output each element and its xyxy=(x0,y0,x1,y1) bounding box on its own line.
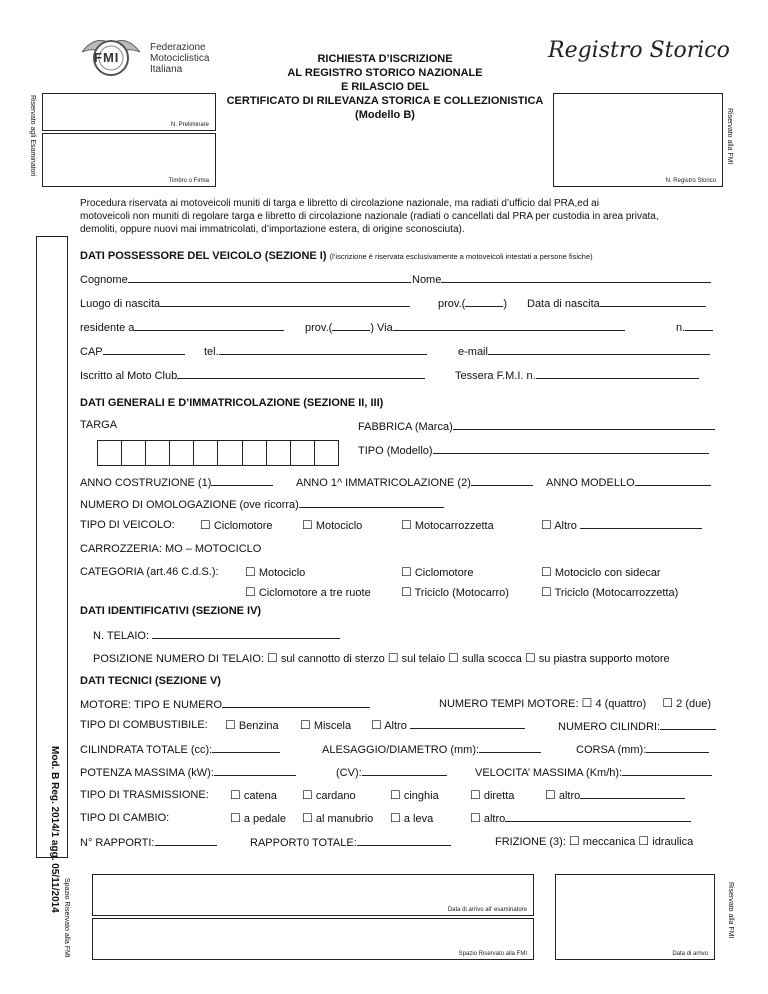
row-cap xyxy=(80,344,185,358)
posizione-label: POSIZIONE NUMERO DI TELAIO: xyxy=(93,653,264,665)
tipo-modello-label: TIPO (Modello) xyxy=(358,445,433,457)
corsa-field[interactable] xyxy=(646,742,709,753)
altro-combustibile-field[interactable] xyxy=(410,718,525,729)
opt-benzina-label: Benzina xyxy=(238,720,279,732)
opt-cat-sidecar-label: Motociclo con sidecar xyxy=(554,567,661,579)
telaio-field[interactable] xyxy=(152,628,340,639)
box-spazio-fmi[interactable] xyxy=(92,918,534,960)
checkbox-icon[interactable]: ☐ xyxy=(568,834,580,848)
row-cognome xyxy=(80,272,411,286)
section-4-title: DATI IDENTIFICATIVI (SEZIONE IV) xyxy=(80,605,262,617)
residente-label: residente a xyxy=(80,322,135,334)
email-field[interactable] xyxy=(488,344,710,355)
trasmissione-label: TIPO DI TRASMISSIONE: xyxy=(80,789,209,801)
opt-leva[interactable] xyxy=(390,811,433,825)
row-rapporti xyxy=(80,835,217,849)
targa-grid[interactable] xyxy=(97,440,339,466)
tessera-label: Tessera F.M.I. n. xyxy=(455,370,536,382)
checkbox-icon[interactable]: ☐ xyxy=(448,651,459,665)
box-registro[interactable] xyxy=(553,93,723,187)
registro-label: N. Registro Storico xyxy=(665,178,716,184)
row-fabbrica xyxy=(358,419,715,433)
targa-cell[interactable] xyxy=(170,441,194,465)
luogo-field[interactable] xyxy=(160,296,410,307)
telaio-label: N. TELAIO: xyxy=(93,630,150,642)
opt-cat-motociclo-label: Motociclo xyxy=(258,567,306,579)
opt-pedale-label: a pedale xyxy=(243,813,287,825)
targa-cell[interactable] xyxy=(243,441,267,465)
opt-altro-veicolo[interactable] xyxy=(541,518,702,532)
email-label: e-mail xyxy=(458,346,488,358)
section-2-title: DATI GENERALI E D’IMMATRICOLAZIONE (SEZIONE II, III) xyxy=(80,397,384,409)
residente-field[interactable] xyxy=(134,320,284,331)
row-potenza xyxy=(80,765,296,779)
opt-diretta-label: diretta xyxy=(483,790,515,802)
side-label-fmi-top: Riservato alla FMI xyxy=(726,108,733,165)
box-esaminatore[interactable] xyxy=(92,874,534,916)
opt-altro-cambio[interactable] xyxy=(470,811,691,825)
s1-title: DATI POSSESSORE DEL VEICOLO (SEZIONE I) xyxy=(80,250,327,262)
targa-cell[interactable] xyxy=(98,441,122,465)
row-tipo-modello xyxy=(358,443,709,457)
corsa-label: CORSA (mm): xyxy=(576,744,647,756)
data-nascita-field[interactable] xyxy=(600,296,706,307)
anno-immatricolazione-label: ANNO 1^ IMMATRICOLAZIONE (2) xyxy=(296,477,471,489)
title-line-2: AL REGISTRO STORICO NAZIONALE xyxy=(287,67,483,79)
intro-line-3: demoliti, oppure nuovi mai immatricolati, d’importazione estera, di origine sconosciuta). xyxy=(80,224,465,235)
checkbox-icon[interactable]: ☐ xyxy=(524,651,536,665)
opt-quattro-label: 4 (quattro) xyxy=(595,698,647,710)
prov-res-label: prov.( xyxy=(305,322,333,334)
opt-manubrio[interactable] xyxy=(302,811,373,825)
anno-immatricolazione-field[interactable] xyxy=(471,475,533,486)
row-tel xyxy=(204,344,427,358)
checkbox-icon[interactable]: ☐ xyxy=(401,565,412,579)
opt-cat-tre-ruote-label: Ciclomotore a tre ruote xyxy=(258,587,371,599)
box-preliminare[interactable] xyxy=(42,93,216,131)
targa-cell[interactable] xyxy=(122,441,146,465)
data-arrivo-label: Data di arrivo xyxy=(672,951,708,957)
row-motore xyxy=(80,697,370,711)
opt-cat-sidecar[interactable] xyxy=(541,565,661,579)
cv-label: (CV): xyxy=(336,767,362,779)
opt-cat-ciclomotore[interactable] xyxy=(401,565,474,579)
data-nascita-label: Data di nascita xyxy=(527,298,600,310)
numero-civico-label: n. xyxy=(676,322,686,334)
via-field[interactable] xyxy=(393,320,625,331)
row-club xyxy=(80,368,425,382)
checkbox-icon[interactable]: ☐ xyxy=(390,811,401,825)
opt-altro-combustibile[interactable] xyxy=(371,718,525,732)
checkbox-icon[interactable]: ☐ xyxy=(541,585,552,599)
opt-cat-tre-ruote[interactable] xyxy=(245,585,371,599)
checkbox-icon[interactable]: ☐ xyxy=(541,565,552,579)
timbro-label: Timbro o Firma xyxy=(168,178,209,184)
rapporti-label: N° RAPPORTI: xyxy=(80,837,155,849)
row-corsa xyxy=(576,742,709,756)
checkbox-icon[interactable]: ☐ xyxy=(470,811,481,825)
opt-motociclo-label: Motociclo xyxy=(315,520,363,532)
opt-catena[interactable] xyxy=(230,788,277,802)
checkbox-icon[interactable]: ☐ xyxy=(245,585,256,599)
rapporto-totale-label: RAPPORT0 TOTALE: xyxy=(250,837,357,849)
opt-diretta[interactable] xyxy=(470,788,514,802)
opt-altro-trasmissione-label: altro xyxy=(558,790,581,802)
motore-label: MOTORE: TIPO E NUMERO xyxy=(80,699,222,711)
registro-storico-brand: Registro Storico xyxy=(548,38,730,63)
cilindri-field[interactable] xyxy=(660,719,716,730)
altro-cambio-field[interactable] xyxy=(505,811,691,822)
opt-cat-triciclo2-label: Triciclo (Motocarrozzetta) xyxy=(554,587,679,599)
intro-line-2: motoveicoli non muniti di regolare targa e libretto di circolazione nazionale (radiati o cancellati dal PRA per custodia in area privata, xyxy=(80,211,659,222)
alesaggio-label: ALESAGGIO/DIAMETRO (mm): xyxy=(322,744,480,756)
row-anno-immatricolazione xyxy=(296,475,533,489)
row-residente xyxy=(80,320,284,334)
logo-initials: FMI xyxy=(94,50,120,65)
cambio-label: TIPO DI CAMBIO: xyxy=(80,812,170,824)
opt-cat-motociclo[interactable] xyxy=(245,565,305,579)
prov-nascita-close: ) xyxy=(503,298,507,310)
logo-line1: Federazione xyxy=(150,42,206,53)
opt-altro-combustibile-label: Altro xyxy=(384,720,407,732)
cognome-field[interactable] xyxy=(128,272,411,283)
cap-field[interactable] xyxy=(103,344,185,355)
opt-cardano[interactable] xyxy=(302,788,356,802)
targa-cell[interactable] xyxy=(218,441,242,465)
opt-idraulica-label: idraulica xyxy=(652,836,694,848)
checkbox-icon[interactable]: ☐ xyxy=(371,718,382,732)
targa-label: TARGA xyxy=(80,419,118,431)
nome-label: Nome xyxy=(412,274,442,286)
row-tempi xyxy=(439,696,711,710)
opt-ciclomotore-label: Ciclomotore xyxy=(213,520,273,532)
row-anno-modello xyxy=(546,475,711,489)
opt-altro-trasmissione[interactable] xyxy=(545,788,685,802)
tempi-label: NUMERO TEMPI MOTORE: xyxy=(439,698,579,710)
opt-altro-cambio-label: altro xyxy=(483,813,506,825)
cilindrata-label: CILINDRATA TOTALE (cc): xyxy=(80,744,213,756)
checkbox-icon[interactable]: ☐ xyxy=(541,518,552,532)
opt-miscela-label: Miscela xyxy=(313,720,352,732)
s1-note: (l’iscrizione è riservata esclusivamente a motoveicoli intestati a persone fisiche) xyxy=(329,252,593,261)
checkbox-icon[interactable]: ☐ xyxy=(638,834,650,848)
checkbox-icon[interactable]: ☐ xyxy=(302,518,313,532)
anno-costruzione-label: ANNO COSTRUZIONE (1) xyxy=(80,477,212,489)
rapporto-totale-field[interactable] xyxy=(357,835,451,846)
alesaggio-field[interactable] xyxy=(479,742,541,753)
tessera-field[interactable] xyxy=(536,368,699,379)
box-timbro[interactable] xyxy=(42,133,216,187)
targa-cell[interactable] xyxy=(291,441,315,465)
arrivo-esaminatore-label: Data di arrivo all’ esaminatore xyxy=(447,907,527,913)
tipo-veicolo-label: TIPO DI VEICOLO: xyxy=(80,519,175,531)
checkbox-icon[interactable]: ☐ xyxy=(581,696,593,710)
opt-manubrio-label: al manubrio xyxy=(315,813,374,825)
omologazione-label: NUMERO DI OMOLOGAZIONE (ove ricorra) xyxy=(80,499,299,511)
categoria-label: CATEGORIA (art.46 C.d.S.): xyxy=(80,566,219,578)
intro-line-1: Procedura riservata ai motoveicoli muniti di targa e libretto di circolazione nazionale, ma radiati d’ufficio dal PRA,ed ai xyxy=(80,198,599,209)
row-frizione xyxy=(495,834,693,848)
opt-sul-telaio-label: sul telaio xyxy=(401,653,446,665)
footer-code: Mod. B Reg. 2014/1 agg. 05/11/2014 xyxy=(49,746,60,913)
opt-cannotto-label: sul cannotto di sterzo xyxy=(280,653,385,665)
opt-cinghia[interactable] xyxy=(390,788,439,802)
checkbox-icon[interactable]: ☐ xyxy=(225,718,236,732)
checkbox-icon[interactable]: ☐ xyxy=(245,565,256,579)
cognome-label: Cognome xyxy=(80,274,128,286)
row-omologazione xyxy=(80,497,444,511)
cv-field[interactable] xyxy=(362,765,447,776)
checkbox-icon[interactable]: ☐ xyxy=(267,651,278,665)
spazio-fmi-label: Spazio Riservato alla FMI xyxy=(458,951,527,957)
fabbrica-field[interactable] xyxy=(453,419,715,430)
velocita-field[interactable] xyxy=(622,765,712,776)
opt-miscela[interactable] xyxy=(300,718,351,732)
checkbox-icon[interactable]: ☐ xyxy=(662,696,674,710)
row-prov-nascita xyxy=(438,296,507,310)
checkbox-icon[interactable]: ☐ xyxy=(387,651,399,665)
anno-modello-field[interactable] xyxy=(635,475,711,486)
anno-costruzione-field[interactable] xyxy=(211,475,273,486)
section-1-title xyxy=(80,250,593,262)
intro-paragraph xyxy=(80,197,659,236)
opt-catena-label: catena xyxy=(243,790,277,802)
anno-modello-label: ANNO MODELLO xyxy=(546,477,635,489)
opt-meccanica-label: meccanica xyxy=(582,836,636,848)
row-data-nascita xyxy=(527,296,706,310)
checkbox-icon[interactable]: ☐ xyxy=(401,585,412,599)
checkbox-icon[interactable]: ☐ xyxy=(230,788,241,802)
row-numero-civico xyxy=(676,320,713,334)
opt-leva-label: a leva xyxy=(403,813,434,825)
side-label-spazio-fmi: Spazio Riservato alla FMI xyxy=(63,878,70,958)
side-label-fmi-bottom: Riservato alla FMI xyxy=(727,882,734,939)
tel-field[interactable] xyxy=(219,344,427,355)
logo-line3: Italiana xyxy=(150,64,183,75)
frizione-label: FRIZIONE (3): xyxy=(495,836,566,848)
checkbox-icon[interactable]: ☐ xyxy=(230,811,241,825)
checkbox-icon[interactable]: ☐ xyxy=(401,518,412,532)
targa-cell[interactable] xyxy=(146,441,170,465)
row-alesaggio xyxy=(322,742,541,756)
title-line-4: CERTIFICATO DI RILEVANZA STORICA E COLLEZIONISTICA xyxy=(226,95,544,107)
cilindrata-field[interactable] xyxy=(212,742,280,753)
opt-cardano-label: cardano xyxy=(315,790,356,802)
luogo-label: Luogo di nascita xyxy=(80,298,161,310)
prov-nascita-field[interactable] xyxy=(465,296,503,307)
box-data-arrivo[interactable] xyxy=(555,874,715,960)
opt-motocarrozzetta-label: Motocarrozzetta xyxy=(414,520,494,532)
motore-field[interactable] xyxy=(222,697,370,708)
cap-label: CAP xyxy=(80,346,103,358)
via-label: ) Via xyxy=(370,322,393,334)
tipo-modello-field[interactable] xyxy=(433,443,709,454)
checkbox-icon[interactable]: ☐ xyxy=(302,811,313,825)
carrozzeria-label: CARROZZERIA: MO – MOTOCICLO xyxy=(80,543,262,555)
targa-cell[interactable] xyxy=(194,441,218,465)
row-velocita xyxy=(475,765,712,779)
side-label-esaminatori: Riservato agli Esaminatori xyxy=(29,95,36,177)
potenza-field[interactable] xyxy=(214,765,296,776)
numero-civico-field[interactable] xyxy=(685,320,713,331)
opt-scocca-label: sulla scocca xyxy=(461,653,522,665)
velocita-label: VELOCITA’ MASSIMA (Km/h): xyxy=(475,767,623,779)
targa-cell[interactable] xyxy=(267,441,291,465)
row-posizione-telaio xyxy=(93,651,670,665)
combustibile-label: TIPO DI COMBUSTIBILE: xyxy=(80,719,208,731)
row-cilindrata xyxy=(80,742,280,756)
opt-cat-triciclo2[interactable] xyxy=(541,585,678,599)
opt-motociclo[interactable] xyxy=(302,518,362,532)
prov-nascita-label: prov.( xyxy=(438,298,466,310)
altro-veicolo-field[interactable] xyxy=(580,518,702,529)
checkbox-icon[interactable]: ☐ xyxy=(545,788,556,802)
opt-due-label: 2 (due) xyxy=(676,698,711,710)
row-cv xyxy=(336,765,447,779)
prov-res-field[interactable] xyxy=(332,320,370,331)
rapporti-field[interactable] xyxy=(155,835,217,846)
section-5-title: DATI TECNICI (SEZIONE V) xyxy=(80,675,221,687)
opt-benzina[interactable] xyxy=(225,718,279,732)
logo-line2: Motociclistica xyxy=(150,53,210,64)
checkbox-icon[interactable]: ☐ xyxy=(300,718,311,732)
title-line-1: RICHIESTA D’ISCRIZIONE xyxy=(317,53,453,65)
checkbox-icon[interactable]: ☐ xyxy=(200,518,211,532)
omologazione-field[interactable] xyxy=(299,497,444,508)
checkbox-icon[interactable]: ☐ xyxy=(390,788,401,802)
nome-field[interactable] xyxy=(441,272,711,283)
row-cilindri xyxy=(558,719,716,733)
row-email xyxy=(458,344,710,358)
opt-cat-triciclo[interactable] xyxy=(401,585,509,599)
cilindri-label: NUMERO CILINDRI: xyxy=(558,721,661,733)
row-nome xyxy=(412,272,711,286)
title-line-5: (Modello B) xyxy=(355,109,415,121)
checkbox-icon[interactable]: ☐ xyxy=(470,788,481,802)
title-line-3: E RILASCIO DEL xyxy=(340,81,429,93)
opt-cat-triciclo-label: Triciclo (Motocarro) xyxy=(414,587,509,599)
fabbrica-label: FABBRICA (Marca) xyxy=(358,421,453,433)
row-anno-costruzione xyxy=(80,475,273,489)
checkbox-icon[interactable]: ☐ xyxy=(302,788,313,802)
row-rapporto-totale xyxy=(250,835,451,849)
club-label: Iscritto al Moto Club xyxy=(80,370,178,382)
preliminare-label: N. Preliminare xyxy=(170,122,209,128)
opt-ciclomotore[interactable] xyxy=(200,518,273,532)
targa-cell[interactable] xyxy=(315,441,338,465)
opt-cat-ciclomotore-label: Ciclomotore xyxy=(414,567,474,579)
row-telaio xyxy=(93,628,340,642)
opt-motocarrozzetta[interactable] xyxy=(401,518,494,532)
potenza-label: POTENZA MASSIMA (kW): xyxy=(80,767,214,779)
opt-pedale[interactable] xyxy=(230,811,286,825)
row-luogo xyxy=(80,296,410,310)
club-field[interactable] xyxy=(177,368,425,379)
opt-piastra-label: su piastra supporto motore xyxy=(538,653,670,665)
altro-trasmissione-field[interactable] xyxy=(580,788,685,799)
tel-label: tel. xyxy=(204,346,219,358)
opt-cinghia-label: cinghia xyxy=(403,790,439,802)
document-title xyxy=(200,52,570,122)
row-prov-res xyxy=(305,320,625,334)
row-tessera xyxy=(455,368,699,382)
opt-altro-veicolo-label: Altro xyxy=(554,520,577,532)
